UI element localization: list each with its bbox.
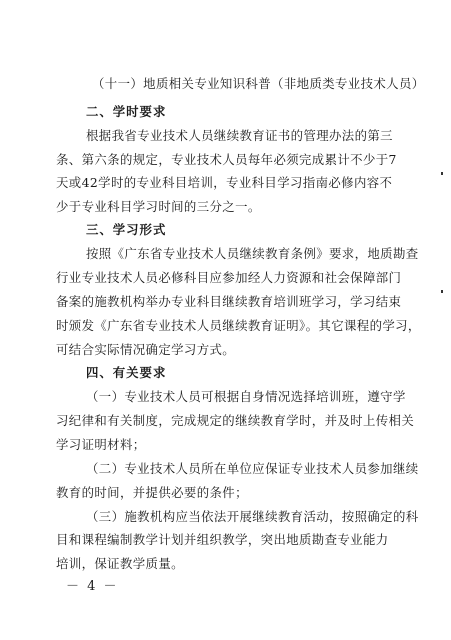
paragraph-line: 少于专业科目学习时间的三分之一。 [56, 199, 261, 214]
paragraph-line: 教育的时间，并提供必要的条件； [56, 485, 248, 500]
paragraph-line: 行业专业技术人员必修科目应参加经人力资源和社会保障部门 [56, 270, 402, 285]
paragraph-line: 条、第六条的规定，专业技术人员每年必须完成累计不少于7 [56, 152, 397, 167]
scan-speck [441, 172, 443, 175]
paragraph-line: 目和课程编制教学计划并组织教学，突出地质勘查专业能力 [56, 532, 389, 547]
paragraph-line: 学习证明材料； [56, 437, 146, 452]
heading-study-hours: 二、学时要求 [86, 104, 167, 119]
paragraph-line: 根据我省专业技术人员继续教育证书的管理办法的第三 [86, 128, 393, 143]
heading-study-form: 三、学习形式 [86, 222, 167, 237]
paragraph-line: （三）施教机构应当依法开展继续教育活动，按照确定的科 [86, 509, 419, 524]
paragraph-line: 备案的施教机构举办专业科目继续教育培训班学习，学习结束 [56, 294, 402, 309]
paragraph-line: （二）专业技术人员所在单位应保证专业技术人员参加继续 [86, 461, 419, 476]
paragraph-line: 时颁发《广东省专业技术人员继续教育证明》。其它课程的学习， [56, 318, 421, 333]
heading-requirements: 四、有关要求 [86, 365, 167, 380]
paragraph-line: 天或42学时的专业科目培训，专业科目学习指南必修内容不 [56, 175, 393, 190]
page-number: － 4 － [66, 579, 119, 594]
paragraph-line: 培训，保证教学质量。 [56, 556, 184, 571]
paragraph-line: 可结合实际情况确定学习方式。 [56, 342, 236, 357]
section-item-11: （十一）地质相关专业知识科普（非地质类专业技术人员） [92, 76, 425, 91]
paragraph-line: 习纪律和有关制度，完成规定的继续教育学时，并及时上传相关 [56, 413, 415, 428]
paragraph-line: 按照《广东省专业技术人员继续教育条例》要求，地质勘查 [86, 246, 419, 261]
scan-speck [441, 290, 443, 293]
paragraph-line: （一）专业技术人员可根据自身情况选择培训班，遵守学 [86, 389, 406, 404]
